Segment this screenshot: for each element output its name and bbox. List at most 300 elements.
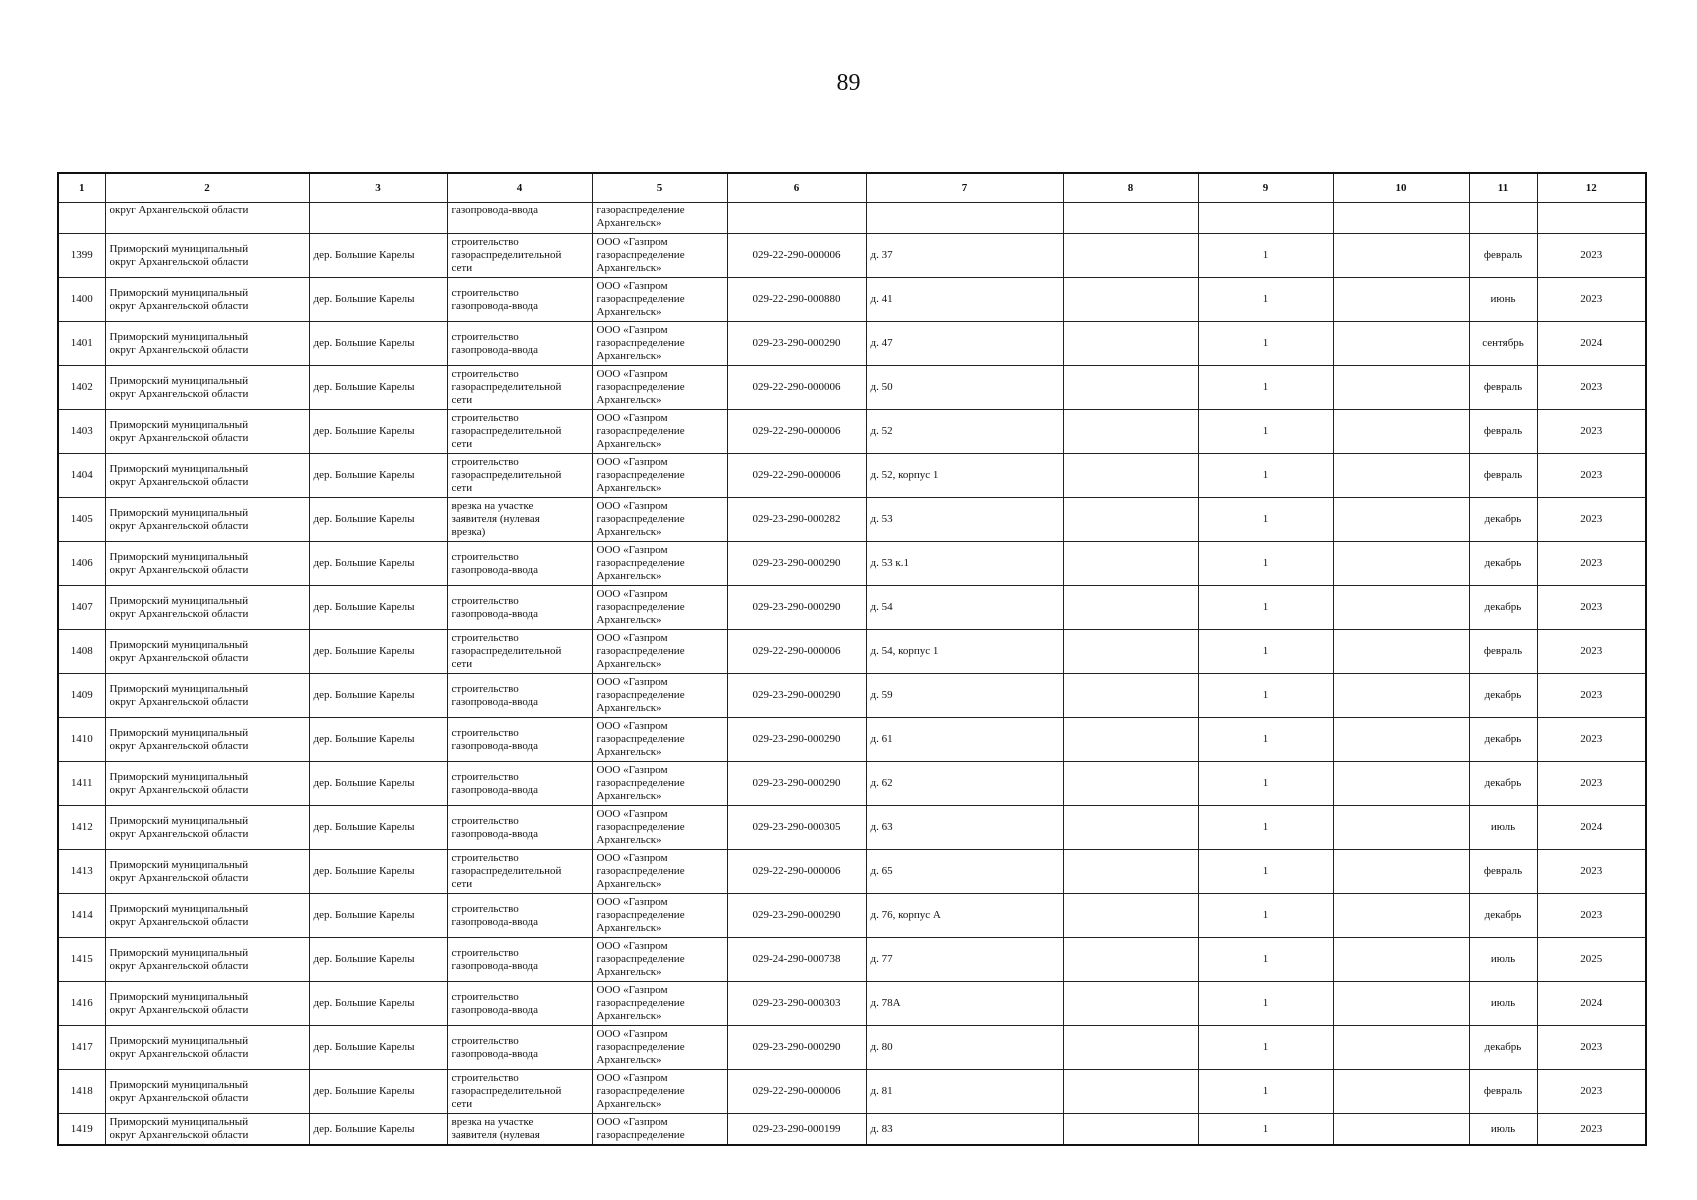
cell-address: д. 53 [866,498,1063,542]
cell-year: 2023 [1537,894,1646,938]
cell-work-type [447,762,592,806]
cell-municipality [105,1114,309,1146]
work-type-line: сети [451,658,473,670]
cell-c8 [1063,498,1198,542]
cell-number: 1399 [58,234,105,278]
organization-line: Архангельск» [596,834,662,846]
cell-work-type [447,498,592,542]
cell-organization [592,894,727,938]
cell-number: 1403 [58,410,105,454]
col-header-1: 1 [58,173,105,203]
page-number: 89 [836,70,861,96]
municipality-line: округ Архангельской области [109,783,249,796]
organization-line: ООО «Газпром [596,588,668,600]
cell-year: 2024 [1537,806,1646,850]
cell-code: 029-22-290-000006 [727,630,866,674]
table-row [58,322,1646,366]
work-type-line: сети [451,262,473,274]
municipality-line: Приморский муниципальный [109,594,249,607]
cell-c8 [1063,630,1198,674]
work-type-line: строительство [451,368,519,380]
cell-number: 1405 [58,498,105,542]
cell-address: д. 83 [866,1114,1063,1146]
municipality-line: округ Архангельской области [109,475,249,488]
municipality-line: Приморский муниципальный [109,682,249,695]
cell-settlement: дер. Большие Карелы [309,894,447,938]
cell-c10 [1333,762,1469,806]
cell-settlement: дер. Большие Карелы [309,630,447,674]
data-table [57,172,1647,1146]
cell-count: 1 [1198,762,1333,806]
cell-count: 1 [1198,234,1333,278]
cell-month: февраль [1469,454,1537,498]
cell-number: 1417 [58,1026,105,1070]
cell-organization [592,454,727,498]
work-type-line: газораспределительной [451,381,562,393]
municipality-line: Приморский муниципальный [109,946,249,959]
cell-count: 1 [1198,850,1333,894]
organization-line: газораспределение [596,601,685,613]
municipality-line: Приморский муниципальный [109,374,249,387]
cell-municipality [105,806,309,850]
work-type-line: газопровода-ввода [451,959,538,972]
municipality-line: Приморский муниципальный [109,1116,249,1128]
table-row [58,234,1646,278]
cell-month: февраль [1469,850,1537,894]
cell-code: 029-22-290-000880 [727,278,866,322]
municipality-line: округ Архангельской области [109,915,249,928]
col-header-8: 8 [1063,173,1198,203]
cell-number: 1413 [58,850,105,894]
cell-municipality [105,674,309,718]
cell-address: д. 80 [866,1026,1063,1070]
cell-month: февраль [1469,1070,1537,1114]
cell-work-type [447,982,592,1026]
cell-c5: газораспределение Архангельск» [592,203,727,234]
organization-line: газораспределение [596,381,685,393]
cell-number: 1404 [58,454,105,498]
cell-work-type [447,806,592,850]
cell-code: 029-22-290-000006 [727,410,866,454]
cell-number: 1408 [58,630,105,674]
cell-code: 029-22-290-000006 [727,1070,866,1114]
cell-address: д. 52 [866,410,1063,454]
table-row [58,762,1646,806]
cell-number: 1407 [58,586,105,630]
organization-line: Архангельск» [596,570,662,582]
cell-work-type [447,322,592,366]
cell-organization [592,542,727,586]
organization-line: газораспределение [596,1085,685,1097]
organization-line: Архангельск» [596,878,662,890]
cell-c10 [1333,674,1469,718]
work-type-line: газопровода-ввода [451,695,538,708]
cell-c8 [1063,718,1198,762]
organization-line: Архангельск» [596,1010,662,1022]
cell-c8 [1063,410,1198,454]
cell-settlement: дер. Большие Карелы [309,850,447,894]
cell-c8 [1063,322,1198,366]
cell-address: д. 78А [866,982,1063,1026]
cell-settlement: дер. Большие Карелы [309,542,447,586]
organization-line: газораспределение [596,909,685,921]
col-header-7: 7 [866,173,1063,203]
work-type-line: строительство [451,814,519,827]
cell-settlement: дер. Большие Карелы [309,410,447,454]
organization-line: Архангельск» [596,438,662,450]
cell-month: июль [1469,982,1537,1026]
cell-month: июль [1469,806,1537,850]
organization-line: ООО «Газпром [596,632,668,644]
cell-count: 1 [1198,366,1333,410]
cell-number: 1414 [58,894,105,938]
table-row [58,1114,1646,1146]
cell-work-type [447,586,592,630]
table-row [58,850,1646,894]
cell-c10 [1333,234,1469,278]
municipality-line: Приморский муниципальный [109,330,249,343]
cell-settlement: дер. Большие Карелы [309,322,447,366]
municipality-line: Приморский муниципальный [109,814,249,827]
organization-line: газораспределение [596,1041,685,1053]
work-type-line: газораспределительной [451,865,562,877]
work-type-line: строительство [451,852,519,864]
header-row [58,173,1646,203]
cell-count: 1 [1198,806,1333,850]
organization-line: Архангельск» [596,702,662,714]
cell-number: 1401 [58,322,105,366]
col-header-12: 12 [1537,173,1646,203]
cell-code: 029-23-290-000290 [727,674,866,718]
cell-count: 1 [1198,894,1333,938]
cell-work-type [447,894,592,938]
municipality-line: округ Архангельской области [109,695,249,708]
organization-line: Архангельск» [596,1098,662,1110]
organization-line: газораспределение [596,425,685,437]
col-header-6: 6 [727,173,866,203]
cell-month: декабрь [1469,674,1537,718]
organization-line: газораспределение [596,293,685,305]
cell-settlement: дер. Большие Карелы [309,498,447,542]
cell-c10 [1333,542,1469,586]
municipality-line: округ Архангельской области [109,651,249,664]
cell-number: 1406 [58,542,105,586]
work-type-line: газопровода-ввода [451,1047,538,1060]
cell-month: февраль [1469,410,1537,454]
cell-c8 [1063,454,1198,498]
cell-number: 1410 [58,718,105,762]
municipality-line: Приморский муниципальный [109,462,249,475]
municipality-line: округ Архангельской области [109,519,249,532]
cell-count: 1 [1198,1070,1333,1114]
municipality-line: Приморский муниципальный [109,902,249,915]
cell-month: февраль [1469,366,1537,410]
organization-line: ООО «Газпром [596,500,668,512]
organization-line: ООО «Газпром [596,896,668,908]
cell-year: 2023 [1537,498,1646,542]
cell-year: 2023 [1537,850,1646,894]
cell-count: 1 [1198,410,1333,454]
cell-municipality [105,938,309,982]
cell-address: д. 41 [866,278,1063,322]
cell-organization [592,762,727,806]
cell-code: 029-23-290-000290 [727,586,866,630]
organization-line: газораспределение [596,821,685,833]
cell-year: 2025 [1537,938,1646,982]
cell-code: 029-23-290-000199 [727,1114,866,1146]
table-row [58,1026,1646,1070]
cell-address: д. 54, корпус 1 [866,630,1063,674]
cell-code: 029-23-290-000290 [727,1026,866,1070]
cell-organization [592,322,727,366]
cell-number: 1415 [58,938,105,982]
organization-line: ООО «Газпром [596,1028,668,1040]
table-row [58,894,1646,938]
cell-c10 [1333,366,1469,410]
cell-c10 [1333,278,1469,322]
cell-month: декабрь [1469,718,1537,762]
table-row [58,410,1646,454]
organization-line: Архангельск» [596,614,662,626]
cell-year: 2023 [1537,542,1646,586]
municipality-line: округ Архангельской области [109,343,249,356]
cell-code: 029-22-290-000006 [727,454,866,498]
table-row [58,586,1646,630]
cell-address: д. 62 [866,762,1063,806]
cell-settlement: дер. Большие Карелы [309,454,447,498]
cell-count: 1 [1198,542,1333,586]
organization-line: ООО «Газпром [596,368,668,380]
table-row [58,630,1646,674]
cell-settlement: дер. Большие Карелы [309,278,447,322]
cell-c10 [1333,498,1469,542]
municipality-line: Приморский муниципальный [109,1078,249,1091]
work-type-line: газопровода-ввода [451,607,538,620]
work-type-line: строительство [451,682,519,695]
work-type-line: газопровода-ввода [451,299,538,312]
cell-settlement: дер. Большие Карелы [309,1026,447,1070]
organization-line: газораспределение [596,645,685,657]
work-type-line: газопровода-ввода [451,1003,538,1016]
work-type-line: строительство [451,1034,519,1047]
cell-address: д. 81 [866,1070,1063,1114]
cell-code: 029-23-290-000303 [727,982,866,1026]
cell-c8 [1063,278,1198,322]
cell-code: 029-23-290-000290 [727,542,866,586]
cell-c10 [1333,586,1469,630]
table-row [58,366,1646,410]
cell-number: 1411 [58,762,105,806]
cell-work-type [447,278,592,322]
cell-organization [592,1026,727,1070]
work-type-line: строительство [451,946,519,959]
work-type-line: строительство [451,456,519,468]
cell-code: 029-22-290-000006 [727,850,866,894]
work-type-line: строительство [451,594,519,607]
cell-year: 2023 [1537,1114,1646,1146]
cell-organization [592,1070,727,1114]
cell-c3 [309,203,447,234]
cell-settlement: дер. Большие Карелы [309,762,447,806]
organization-line: Архангельск» [596,394,662,406]
cell-c8 [1063,366,1198,410]
organization-line: газораспределение [596,997,685,1009]
cell-c8 [1063,894,1198,938]
organization-line: Архангельск» [596,482,662,494]
cell-code: 029-23-290-000290 [727,762,866,806]
work-type-line: сети [451,438,473,450]
cell-organization [592,718,727,762]
organization-line: газораспределение [596,513,685,525]
table-row [58,278,1646,322]
cell-address: д. 52, корпус 1 [866,454,1063,498]
cell-settlement: дер. Большие Карелы [309,1070,447,1114]
municipality-line: округ Архангельской области [109,739,249,752]
organization-line: ООО «Газпром [596,984,668,996]
cell-c8 [1063,674,1198,718]
cell-address: д. 54 [866,586,1063,630]
cell-year: 2023 [1537,410,1646,454]
cell-municipality [105,586,309,630]
cell-organization [592,498,727,542]
work-type-line: газораспределительной [451,249,562,261]
organization-line: газораспределение [596,469,685,481]
municipality-line: округ Архангельской области [109,1091,249,1104]
cell-c8 [1063,982,1198,1026]
municipality-line: Приморский муниципальный [109,242,249,255]
cell-work-type [447,542,592,586]
organization-line: Архангельск» [596,746,662,758]
work-type-line: строительство [451,770,519,783]
municipality-line: округ Архангельской области [109,387,249,400]
organization-line: Архангельск» [596,526,662,538]
organization-line: газораспределение [596,953,685,965]
municipality-line: Приморский муниципальный [109,550,249,563]
col-header-4: 4 [447,173,592,203]
organization-line: Архангельск» [596,350,662,362]
organization-line: ООО «Газпром [596,764,668,776]
cell-c8 [1063,234,1198,278]
cell-c10 [1333,454,1469,498]
cell-c10 [1333,410,1469,454]
organization-line: газораспределение [596,733,685,745]
cell-year: 2023 [1537,1070,1646,1114]
municipality-line: округ Архангельской области [109,431,249,444]
col-header-11: 11 [1469,173,1537,203]
cell-c8 [1063,806,1198,850]
cell-count: 1 [1198,454,1333,498]
work-type-line: газораспределительной [451,645,562,657]
cell-year: 2023 [1537,630,1646,674]
cell-c8 [1063,203,1198,234]
organization-line: ООО «Газпром [596,236,668,248]
organization-line: газораспределение [596,689,685,701]
work-type-line: газопровода-ввода [451,827,538,840]
municipality-line: Приморский муниципальный [109,638,249,651]
cell-c8 [1063,938,1198,982]
cell-month: декабрь [1469,762,1537,806]
cell-municipality [105,542,309,586]
municipality-line: округ Архангельской области [109,1129,249,1141]
cell-c8 [1063,542,1198,586]
cell-municipality [105,454,309,498]
cell-count: 1 [1198,278,1333,322]
cell-municipality [105,762,309,806]
cell-month: июнь [1469,278,1537,322]
cell-month: февраль [1469,630,1537,674]
work-type-line: газопровода-ввода [451,343,538,356]
cell-municipality [105,718,309,762]
municipality-line: округ Архангельской области [109,871,249,884]
cell-municipality [105,1026,309,1070]
municipality-line: округ Архангельской области [109,563,249,576]
cell-address: д. 53 к.1 [866,542,1063,586]
work-type-line: строительство [451,236,519,248]
table-row [58,718,1646,762]
work-type-line: строительство [451,990,519,1003]
cell-c10 [1333,806,1469,850]
cell-organization [592,410,727,454]
cell-count: 1 [1198,938,1333,982]
cell-c8 [1063,586,1198,630]
cell-work-type [447,1114,592,1146]
cell-number: 1419 [58,1114,105,1146]
cell-c10 [1333,1026,1469,1070]
work-type-line: газопровода-ввода [451,739,538,752]
cell-municipality [105,410,309,454]
cell-organization [592,674,727,718]
cell-organization [592,938,727,982]
cell-municipality [105,894,309,938]
cell-code: 029-22-290-000006 [727,234,866,278]
organization-line: газораспределение [596,557,685,569]
organization-line: газораспределение [596,865,685,877]
cell-c10 [1333,982,1469,1026]
table-row [58,806,1646,850]
cell-municipality [105,498,309,542]
cell-work-type [447,938,592,982]
municipality-line: Приморский муниципальный [109,506,249,519]
cell-code: 029-23-290-000305 [727,806,866,850]
cell-address: д. 50 [866,366,1063,410]
cell-code: 029-22-290-000006 [727,366,866,410]
cell-code: 029-23-290-000290 [727,718,866,762]
work-type-line: сети [451,878,473,890]
cell-c12 [1537,203,1646,234]
cell-c11 [1469,203,1537,234]
cell-count: 1 [1198,1026,1333,1070]
cell-address: д. 77 [866,938,1063,982]
cell-address: д. 47 [866,322,1063,366]
cell-month: июль [1469,938,1537,982]
cell-municipality [105,234,309,278]
work-type-line: строительство [451,632,519,644]
work-type-line: сети [451,394,473,406]
work-type-line: строительство [451,726,519,739]
organization-line: газораспределение [596,777,685,789]
municipality-line: округ Архангельской области [109,1047,249,1060]
cell-municipality [105,630,309,674]
work-type-line: газораспределительной [451,1085,562,1097]
cell-year: 2023 [1537,762,1646,806]
organization-line: ООО «Газпром [596,940,668,952]
municipality-line: Приморский муниципальный [109,858,249,871]
cell-month: сентябрь [1469,322,1537,366]
cell-code: 029-24-290-000738 [727,938,866,982]
municipality-line: Приморский муниципальный [109,418,249,431]
organization-line: ООО «Газпром [596,1116,668,1128]
cell-c8 [1063,762,1198,806]
